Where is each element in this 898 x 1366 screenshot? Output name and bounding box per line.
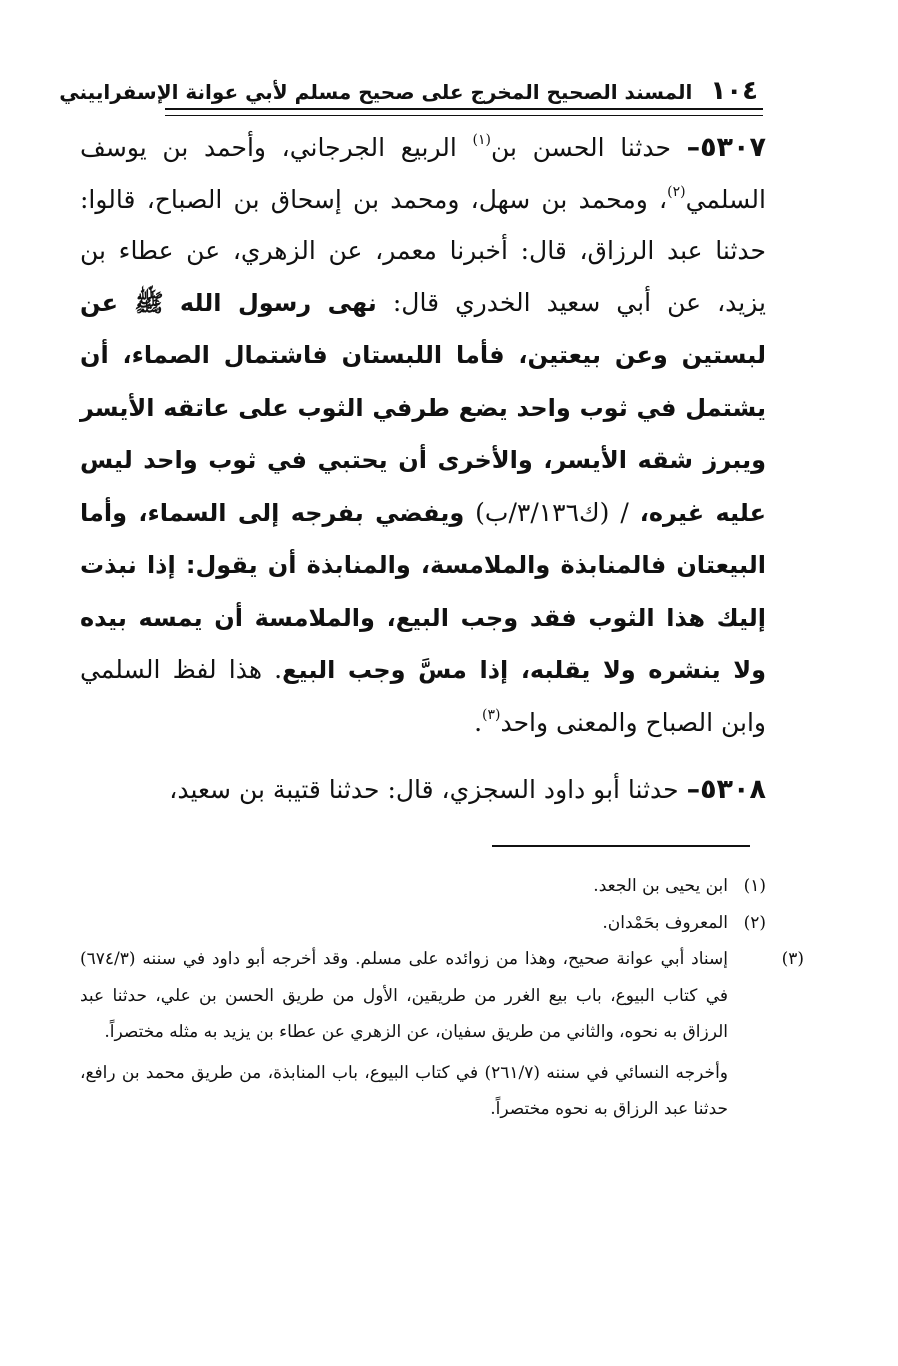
- page-number: ١٠٤: [710, 76, 758, 106]
- hadith-number: ٥٣٠٧–: [686, 132, 766, 163]
- hadith-text: . هذا لفظ السلمي وابن الصباح والمعنى واحد: [80, 655, 766, 737]
- footnote-3: [80, 941, 804, 1051]
- footnote-separator: [492, 845, 750, 847]
- footnote-text: إسناد أبي عوانة صحيح، وهذا من زوائده على مسلم. وقد أخرجه أبو داود في سننه (٦٧٤/٣) في كتاب البيوع، باب بيع الغرر من طريقين، الأول من طريق الحسن بن علي، حدثنا عبد الرزاق به نحوه، والثاني من طريق سفيان، عن الزهري عن عطاء بن يزيد به مثله مختصراً.: [80, 949, 728, 1042]
- hadith-number: ٥٣٠٨–: [686, 774, 766, 805]
- hadith-text: الربيع الجرجاني، وأحمد بن يوسف السلمي: [80, 133, 766, 214]
- hadith-text: ، ومحمد بن سهل، ومحمد بن إسحاق بن الصباح، قالوا: حدثنا عبد الرزاق، قال: أخبرنا معمر، عن الزهري، عن عطاء بن يزيد، عن أبي سعيد الخدري قال:: [80, 184, 766, 317]
- footnote-text: ابن يحيى بن الجعد.: [593, 876, 728, 896]
- hadith-matn: نهى رسول الله ﷺ عن لبستين وعن بيعتين، فأما اللبستان فاشتمال الصماء، أن يشتمل في ثوب واحد يضع طرفي الثوب على عاتقه الأيسر ويبرز شقه الأيسر، والأخرى أن يحتبي في ثوب واحد ليس عليه غيره،: [80, 288, 766, 527]
- hadith-text: حدثنا الحسن بن: [490, 133, 687, 162]
- footnotes: [80, 868, 804, 1128]
- manuscript-reference: / (ك٣/١٣٦/ب): [464, 497, 640, 527]
- footnote-1: [80, 868, 766, 905]
- footnote-3-continued: وأخرجه النسائي في سننه (٢٦١/٧) في كتاب البيوع، باب المنابذة، من طريق محمد بن رافع، حدثنا عبد الرزاق به نحوه مختصراً.: [80, 1062, 728, 1119]
- footnote-marker[interactable]: (٣): [482, 706, 501, 723]
- footnote-marker[interactable]: (١): [472, 132, 491, 148]
- header-rule: [165, 108, 763, 116]
- footnote-number: (٣): [781, 949, 804, 969]
- main-text: [80, 122, 766, 816]
- running-title: المسند الصحيح المخرج على صحيح مسلم لأبي عوانة الإسفراييني: [59, 80, 693, 104]
- footnote-number: (١): [743, 876, 766, 896]
- hadith-matn: ويفضي بفرجه إلى السماء، وأما البيعتان فالمنابذة والملامسة، والمنابذة أن يقول: إذا نبذت إليك هذا الثوب فقد وجب البيع، والملامسة أن يمسه بيده ولا ينشره ولا يقلبه، إذا مسَّ وجب البيع: [80, 498, 766, 684]
- footnote-2: [80, 905, 766, 942]
- hadith-5308: [80, 764, 766, 816]
- hadith-text: .: [474, 707, 483, 737]
- hadith-text: حدثنا أبو داود السجزي، قال: حدثنا قتيبة بن سعيد،: [169, 775, 687, 804]
- footnote-number: (٢): [743, 912, 766, 933]
- running-header: [59, 72, 758, 106]
- footnote-text: المعروف بحَمْدان.: [602, 912, 728, 933]
- hadith-5307: [80, 122, 766, 748]
- footnote-marker[interactable]: (٢): [667, 183, 686, 200]
